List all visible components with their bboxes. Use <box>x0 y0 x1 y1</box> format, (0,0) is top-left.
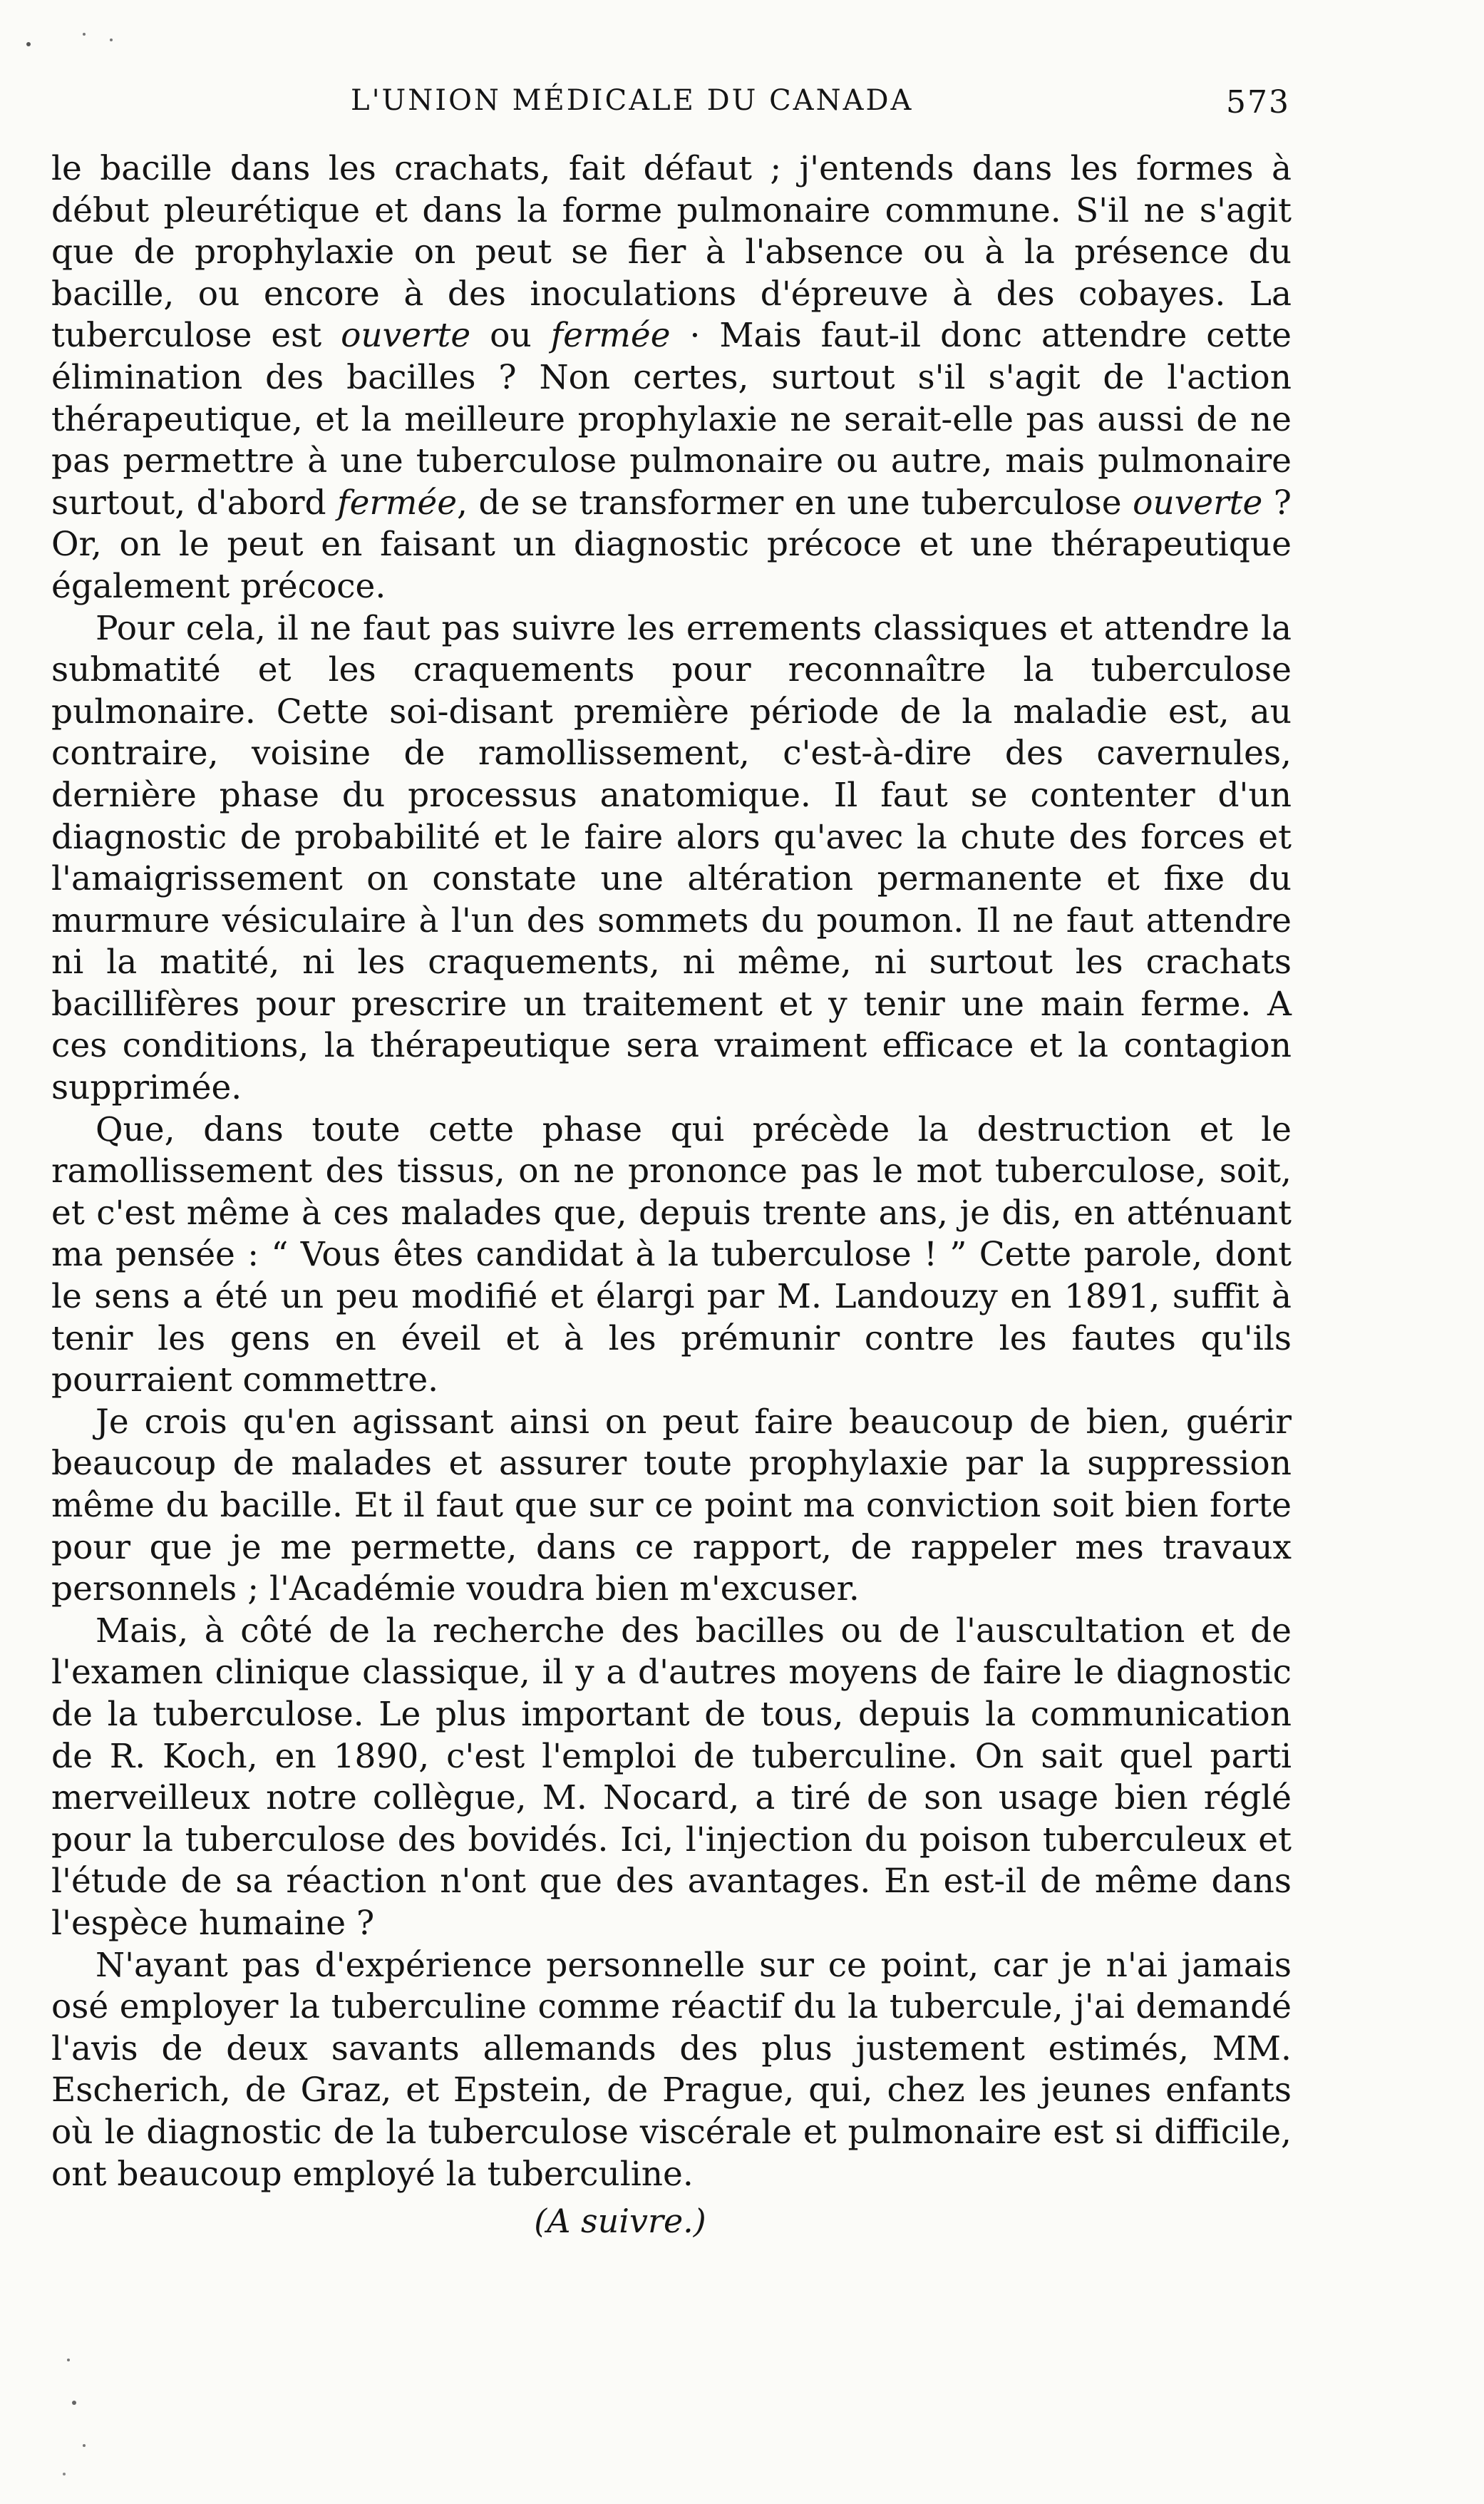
text-run: le bacille dans les crachats, fait défaut ; j'entends dans les formes à début pleurétique et dans la forme pulmonaire commune. S'il ne s'agit que de prophylaxie on peut se fier à l'absence ou à la présence du bacille, ou encore à des inoculations d'épreuve à des cobayes. La tuberculose est <box>51 149 1292 356</box>
scan-speck <box>72 2401 76 2405</box>
scan-speck <box>110 39 113 41</box>
scan-speck <box>83 2444 86 2447</box>
text-run: , de se transformer en une tuberculose <box>457 483 1133 523</box>
scan-speck <box>26 42 31 46</box>
journal-title: L'UNION MÉDICALE DU CANADA <box>351 84 914 117</box>
italic-term: ouverte <box>1133 483 1263 523</box>
paragraph <box>51 148 1292 608</box>
article-body <box>51 148 1292 2195</box>
paragraph <box>51 1402 1292 1611</box>
paragraph <box>51 1109 1292 1402</box>
text-run: · Mais faut-il donc attendre cette élimination des bacilles ? Non certes, surtout s'il s'agit de l'action thérapeutique, et la meilleure prophylaxie ne serait-elle pas aussi de ne pas permettre à une tuberculose pulmonaire ou autre, mais pulmonaire surtout, d'abord <box>51 316 1292 523</box>
text-run: Pour cela, il ne faut pas suivre les errements classiques et attendre la submatité et les craquements pour reconnaître la tuberculose pulmonaire. Cette soi-disant première période de la maladie est, au contraire, voisine de ramollissement, c'est-à-dire des cavernules, dernière phase du processus anatomique. Il faut se contenter d'un diagnostic de probabilité et le faire alors qu'avec la chute des forces et l'amaigrissement on constate une altération permanente et fixe du murmure vésiculaire à l'un des sommets du poumon. Il ne faut attendre ni la matité, ni les craquements, ni même, ni surtout les crachats bacillifères pour prescrire un traitement et y tenir une main ferme. A ces conditions, la thérapeutique sera vraiment efficace et la contagion supprimée. <box>51 608 1292 1108</box>
paragraph <box>51 608 1292 1109</box>
text-run: N'ayant pas d'expérience personnelle sur ce point, car je n'ai jamais osé employer la tuberculine comme réactif du la tubercule, j'ai demandé l'avis de deux savants allemands des plus justement estimés, MM. Escherich, de Graz, et Epstein, de Prague, qui, chez les jeunes enfants où le diagnostic de la tuberculose viscérale et pulmonaire est si difficile, ont beaucoup employé la tuberculine. <box>51 1945 1292 2194</box>
page-number: 573 <box>1226 84 1290 120</box>
running-header <box>0 84 1290 127</box>
text-run: Je crois qu'en agissant ainsi on peut faire beaucoup de bien, guérir beaucoup de malades et assurer toute prophylaxie par la suppression même du bacille. Et il faut que sur ce point ma conviction soit bien forte pour que je me permette, dans ce rapport, de rappeler mes travaux personnels ; l'Académie voudra bien m'excuser. <box>51 1402 1292 1609</box>
scan-speck <box>83 33 86 36</box>
scan-speck <box>63 2473 66 2475</box>
text-run: Que, dans toute cette phase qui précède la destruction et le ramollissement des tissus, on ne prononce pas le mot tuberculose, soit, et c'est même à ces malades que, depuis trente ans, je dis, en atténuant ma pensée : “ Vous êtes candidat à la tuberculose ! ” Cette parole, dont le sens a été un peu modifié et élargi par M. Landouzy en 1891, suffit à tenir les gens en éveil et à les prémunir contre les fautes qu'ils pourraient commettre. <box>51 1109 1292 1400</box>
to-be-continued-note: (A suivre.) <box>534 2202 706 2240</box>
text-run: Mais, à côté de la recherche des bacilles ou de l'auscultation et de l'examen clinique classique, il y a d'autres moyens de faire le diagnostic de la tuberculose. Le plus important de tous, depuis la communication de R. Koch, en 1890, c'est l'emploi de tuberculine. On sait quel parti merveilleux notre collègue, M. Nocard, a tiré de son usage bien réglé pour la tuberculose des bovidés. Ici, l'injection du poison tuberculeux et l'étude de sa réaction n'ont que des avantages. En est-il de même dans l'espèce humaine ? <box>51 1611 1292 1943</box>
italic-term: fermée <box>337 483 458 523</box>
scan-speck <box>67 2359 70 2361</box>
text-run: ou <box>470 316 551 356</box>
italic-term: ouverte <box>341 316 471 356</box>
paragraph <box>51 1611 1292 1945</box>
paragraph <box>51 1945 1292 2196</box>
text-run: ? Or, on le peut en faisant un diagnostic précoce et une thérapeutique également précoce. <box>51 483 1292 606</box>
italic-term: fermée <box>550 316 671 356</box>
